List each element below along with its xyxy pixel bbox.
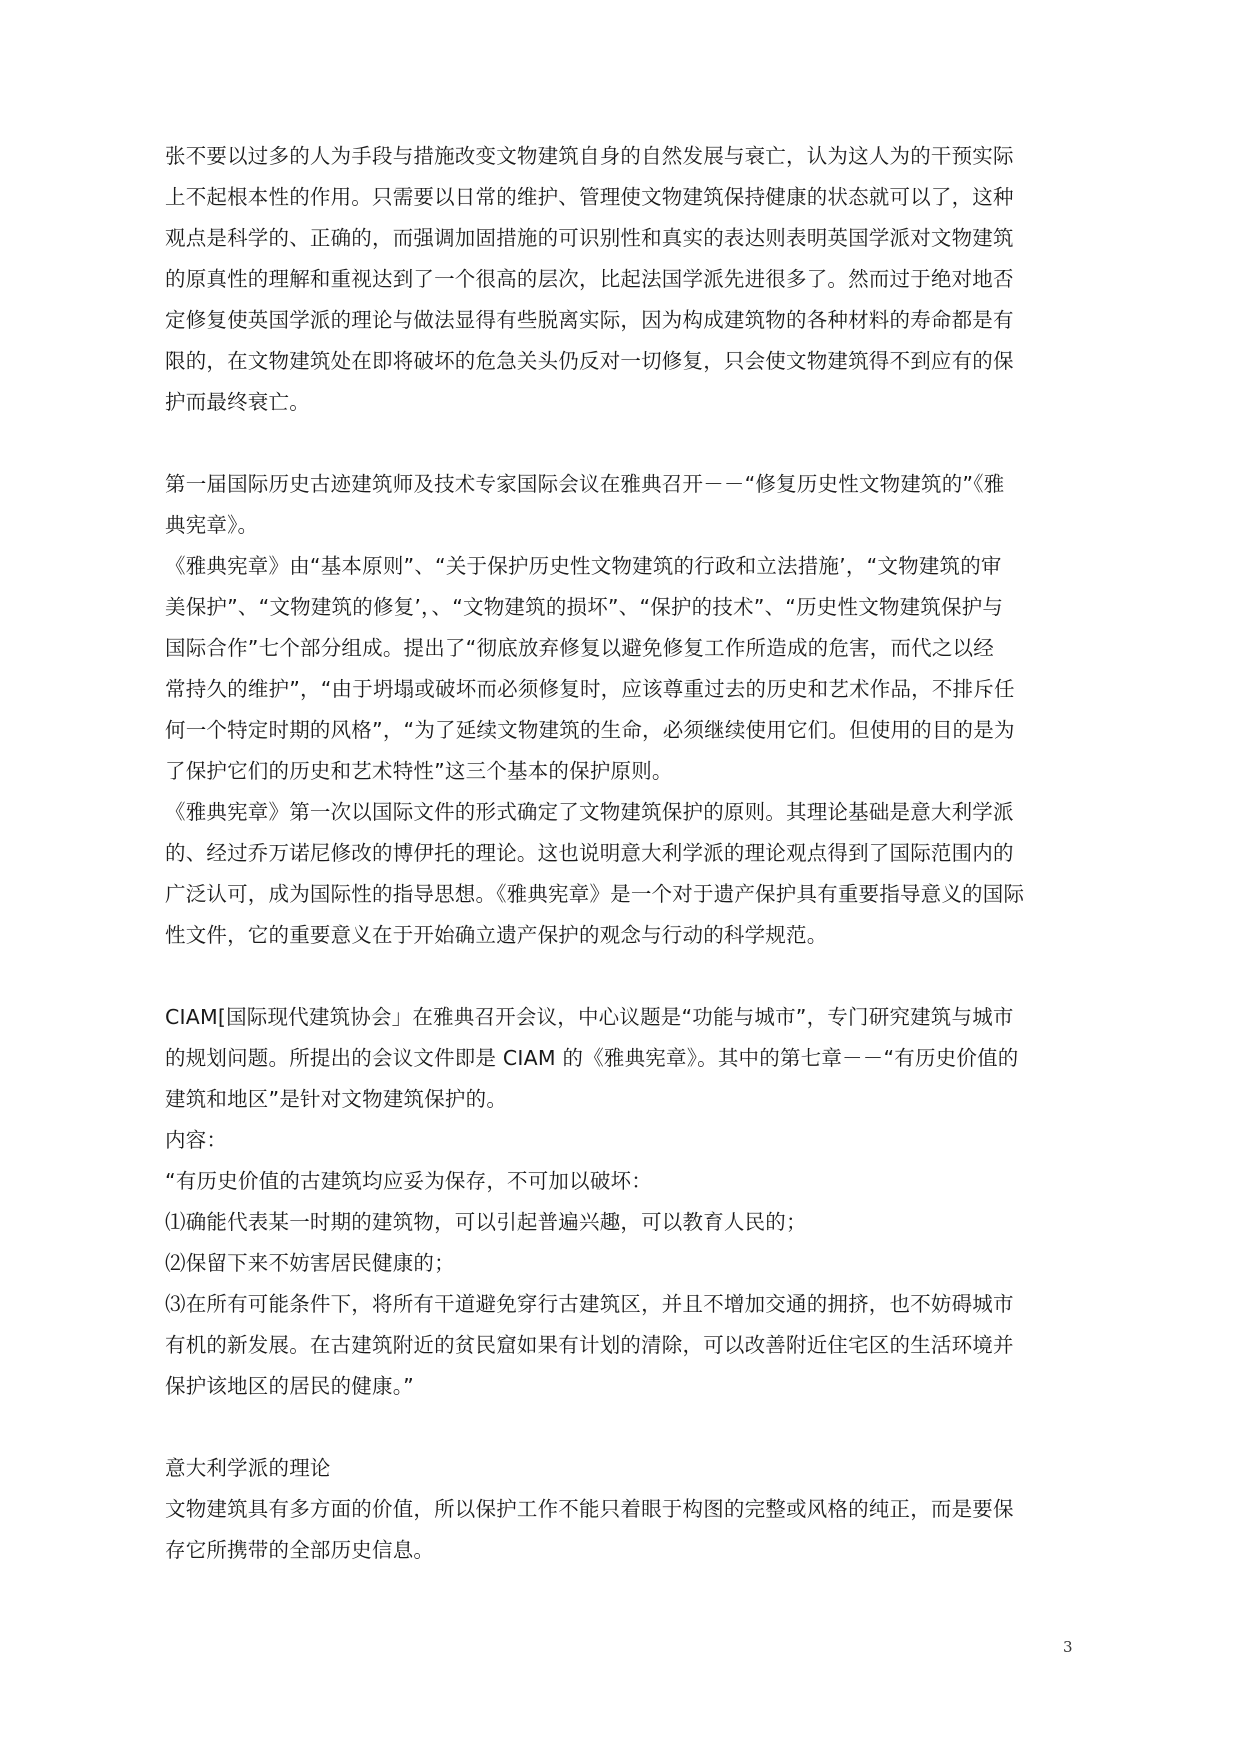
text-line: 《雅典宪章》第一次以国际文件的形式确定了文物建筑保护的原则。其理论基础是意大利学派 [165, 800, 1014, 824]
text-line: 第一届国际历史古迹建筑师及技术专家国际会议在雅典召开－－“修复历史性文物建筑的”《雅 [165, 472, 1005, 496]
page-number: 3 [1063, 1638, 1073, 1656]
text-line: 美保护”、“文物建筑的修复’，、“文物建筑的损坏”、“保护的技术”、“历史性文物建筑保护与 [165, 595, 1004, 619]
text-line: 上不起根本性的作用。只需要以日常的维护、管理使文物建筑保持健康的状态就可以了，这种 [165, 185, 1014, 209]
text-line: 典宪章》。 [165, 513, 259, 537]
text-line: 保护该地区的居民的健康。” [165, 1374, 414, 1398]
text-line: 建筑和地区”是针对文物建筑保护的。 [165, 1087, 508, 1111]
text-line: 《雅典宪章》由“基本原则”、“关于保护历史性文物建筑的行政和立法措施’，“文物建筑的审 [165, 554, 1002, 578]
paragraph-gap [165, 423, 1077, 464]
paragraph-ciam [165, 997, 1077, 1407]
text-line: 国际合作”七个部分组成。提出了“彻底放弃修复以避免修复工作所造成的危害，而代之以经 [165, 636, 994, 660]
text-line: 了保护它们的历史和艺术特性”这三个基本的保护原则。 [165, 759, 673, 783]
paragraph-english-school [165, 136, 1077, 423]
text-line: 的规划问题。所提出的会议文件即是 CIAM 的《雅典宪章》。其中的第七章－－“有历史价值的 [165, 1046, 1019, 1070]
text-line: 内容： [165, 1128, 228, 1152]
page-body [165, 136, 1077, 1571]
text-line: 性文件，它的重要意义在于开始确立遗产保护的观念与行动的科学规范。 [165, 923, 828, 947]
text-line: 护而最终衰亡。 [165, 390, 310, 414]
text-line: “有历史价值的古建筑均应妥为保存，不可加以破坏： [165, 1169, 652, 1193]
text-line: ⑵保留下来不妨害居民健康的； [165, 1251, 455, 1275]
text-line: 张不要以过多的人为手段与措施改变文物建筑自身的自然发展与衰亡，认为这人为的干预实际 [165, 144, 1014, 168]
text-line: 限的，在文物建筑处在即将破坏的危急关头仍反对一切修复，只会使文物建筑得不到应有的保 [165, 349, 1014, 373]
paragraph-gap [165, 1407, 1077, 1448]
text-line: 的、经过乔万诺尼修改的博伊托的理论。这也说明意大利学派的理论观点得到了国际范围内的 [165, 841, 1014, 865]
text-line: ⑶在所有可能条件下，将所有干道避免穿行古建筑区，并且不增加交通的拥挤，也不妨碍城市 [165, 1292, 1014, 1316]
text-line: 何一个特定时期的风格”，“为了延续文物建筑的生命，必须继续使用它们。但使用的目的是为 [165, 718, 1015, 742]
text-line: CIAM[国际现代建筑协会」在雅典召开会议，中心议题是“功能与城市”，专门研究建筑与城市 [165, 1005, 1014, 1029]
paragraph-gap [165, 956, 1077, 997]
text-line: 定修复使英国学派的理论与做法显得有些脱离实际，因为构成建筑物的各种材料的寿命都是有 [165, 308, 1014, 332]
section-heading: 意大利学派的理论 [165, 1456, 331, 1480]
paragraph-athens-charter [165, 464, 1077, 956]
text-line: 存它所携带的全部历史信息。 [165, 1538, 435, 1562]
paragraph-italian-school [165, 1448, 1077, 1571]
text-line: 常持久的维护”，“由于坍塌或破坏而必须修复时，应该尊重过去的历史和艺术作品，不排斥任 [165, 677, 1015, 701]
text-line: 有机的新发展。在古建筑附近的贫民窟如果有计划的清除，可以改善附近住宅区的生活环境并 [165, 1333, 1014, 1357]
text-line: ⑴确能代表某一时期的建筑物，可以引起普遍兴趣，可以教育人民的； [165, 1210, 807, 1234]
text-line: 观点是科学的、正确的，而强调加固措施的可识别性和真实的表达则表明英国学派对文物建筑 [165, 226, 1014, 250]
text-line: 文物建筑具有多方面的价值，所以保护工作不能只着眼于构图的完整或风格的纯正，而是要保 [165, 1497, 1014, 1521]
text-line: 的原真性的理解和重视达到了一个很高的层次，比起法国学派先进很多了。然而过于绝对地否 [165, 267, 1014, 291]
text-line: 广泛认可，成为国际性的指导思想。《雅典宪章》是一个对于遗产保护具有重要指导意义的国际 [165, 882, 1025, 906]
